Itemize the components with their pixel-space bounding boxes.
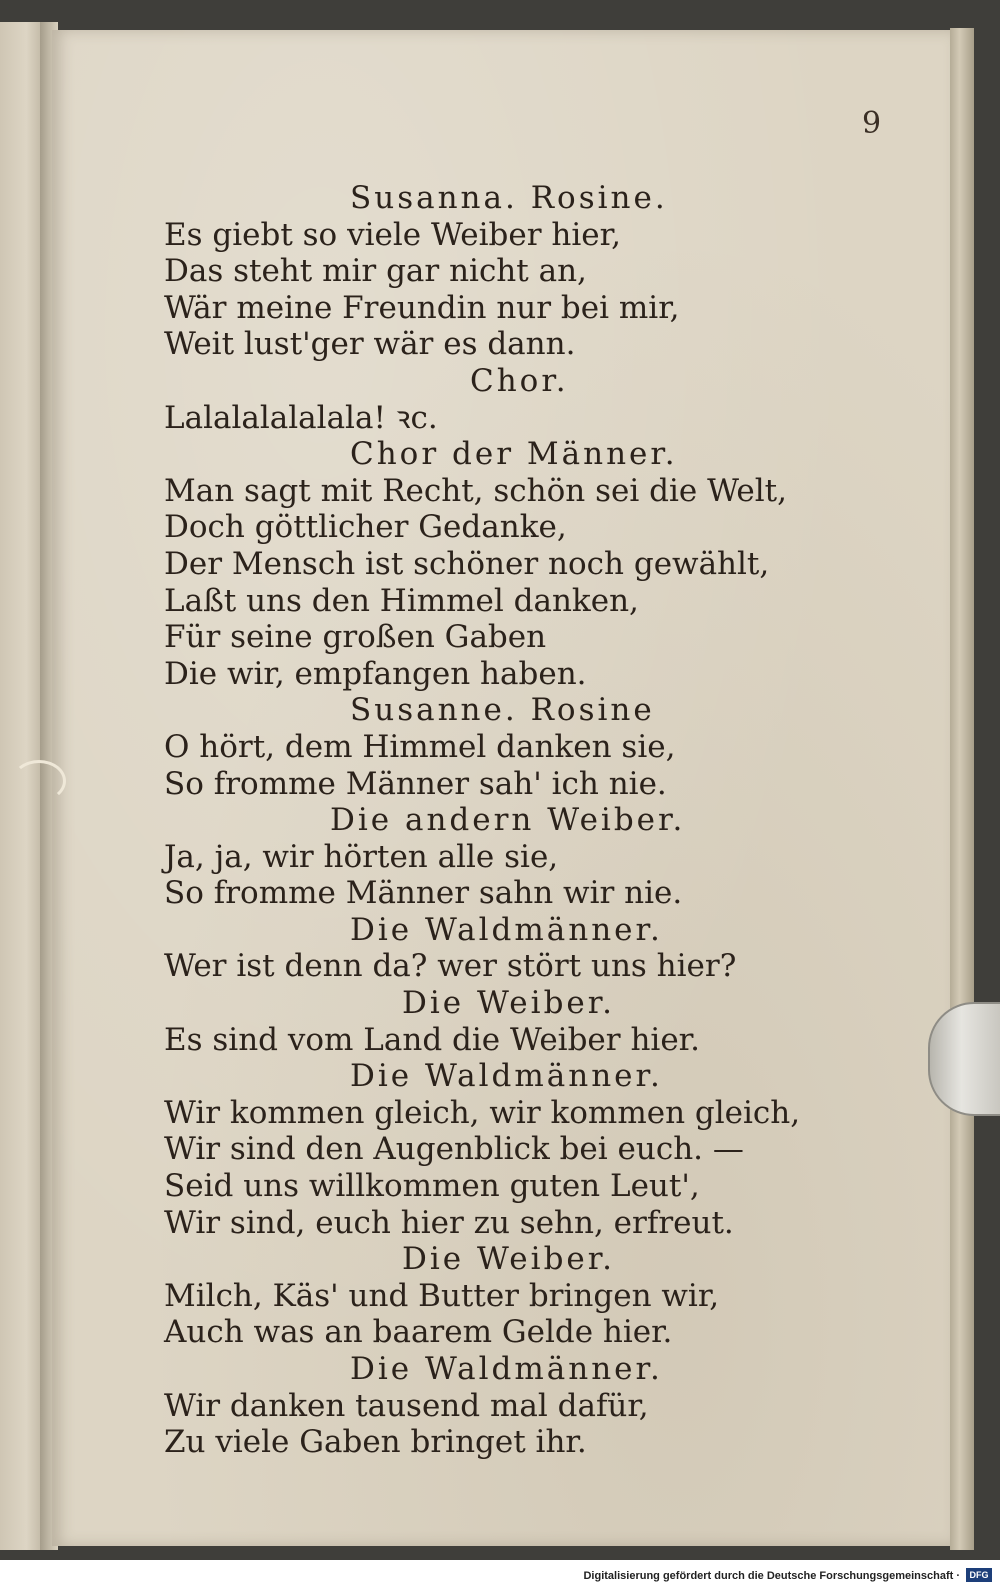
speaker-heading: Die Waldmänner. [350, 1058, 663, 1095]
verse-line: Auch was an baarem Gelde hier. [164, 1314, 673, 1351]
page-clip [928, 1002, 1000, 1116]
speaker-heading: Chor der Männer. [350, 436, 678, 473]
page-number: 9 [862, 106, 882, 141]
verse-line: Es giebt so viele Weiber hier, [164, 216, 621, 253]
verse-line: Doch göttlicher Gedanke, [164, 509, 567, 546]
verse-line: Die wir, empfangen haben. [164, 655, 587, 692]
verse-line: O hört, dem Himmel danken sie, [164, 728, 676, 765]
verse-line: Wir kommen gleich, wir kommen gleich, [164, 1094, 801, 1131]
speaker-heading: Susanna. Rosine. [350, 180, 668, 216]
verse-line: Seid uns willkommen guten Leut', [164, 1168, 700, 1205]
speaker-heading: Die Waldmänner. [350, 1351, 663, 1387]
verse-line: Wer ist denn da? wer stört uns hier? [164, 948, 737, 985]
verse-line: Ja, ja, wir hörten alle sie, [164, 838, 559, 875]
verse-line: Wär meine Freundin nur bei mir, [164, 289, 680, 326]
verse-line: So fromme Männer sah' ich nie. [164, 765, 667, 802]
verse-line: Lalalalalalala! ꝛc. [164, 399, 438, 436]
verse-line: So fromme Männer sahn wir nie. [164, 875, 683, 912]
verse-line: Für seine großen Gaben [164, 619, 547, 656]
verse-line: Wir sind den Augenblick bei euch. — [164, 1131, 744, 1168]
speaker-heading: Die andern Weiber. [330, 802, 686, 839]
dfg-logo[interactable]: DFG [966, 1568, 992, 1582]
speaker-heading: Die Waldmänner. [350, 911, 663, 948]
page-stack-edge [950, 28, 974, 1550]
verse-line: Es sind vom Land die Weiber hier. [164, 1021, 700, 1058]
verse-line: Weit lust'ger wär es dann. [164, 326, 576, 363]
verse-line: Wir danken tausend mal dafür, [164, 1387, 649, 1424]
binding-thread [12, 760, 66, 802]
verse-line: Zu viele Gaben bringet ihr. [164, 1424, 587, 1461]
verse-line: Laßt uns den Himmel danken, [164, 582, 639, 619]
verse-line: Der Mensch ist schöner noch gewählt, [164, 545, 770, 582]
footer-bar [0, 1560, 1000, 1594]
verse-line: Man sagt mit Recht, schön sei die Welt, [164, 472, 787, 509]
verse-line: Milch, Käs' und Butter bringen wir, [164, 1277, 720, 1314]
verse-line: Wir sind, euch hier zu sehn, erfreut. [164, 1204, 734, 1241]
speaker-heading: Die Weiber. [402, 1241, 616, 1278]
speaker-heading: Susanne. Rosine [350, 692, 655, 729]
verse-line: Das steht mir gar nicht an, [164, 253, 587, 290]
speaker-heading: Chor. [470, 362, 569, 399]
text-block [164, 180, 844, 1461]
speaker-heading: Die Weiber. [402, 985, 616, 1022]
footer-credit[interactable]: Digitalisierung gefördert durch die Deutsche Forschungsgemeinschaft · [583, 1570, 960, 1582]
